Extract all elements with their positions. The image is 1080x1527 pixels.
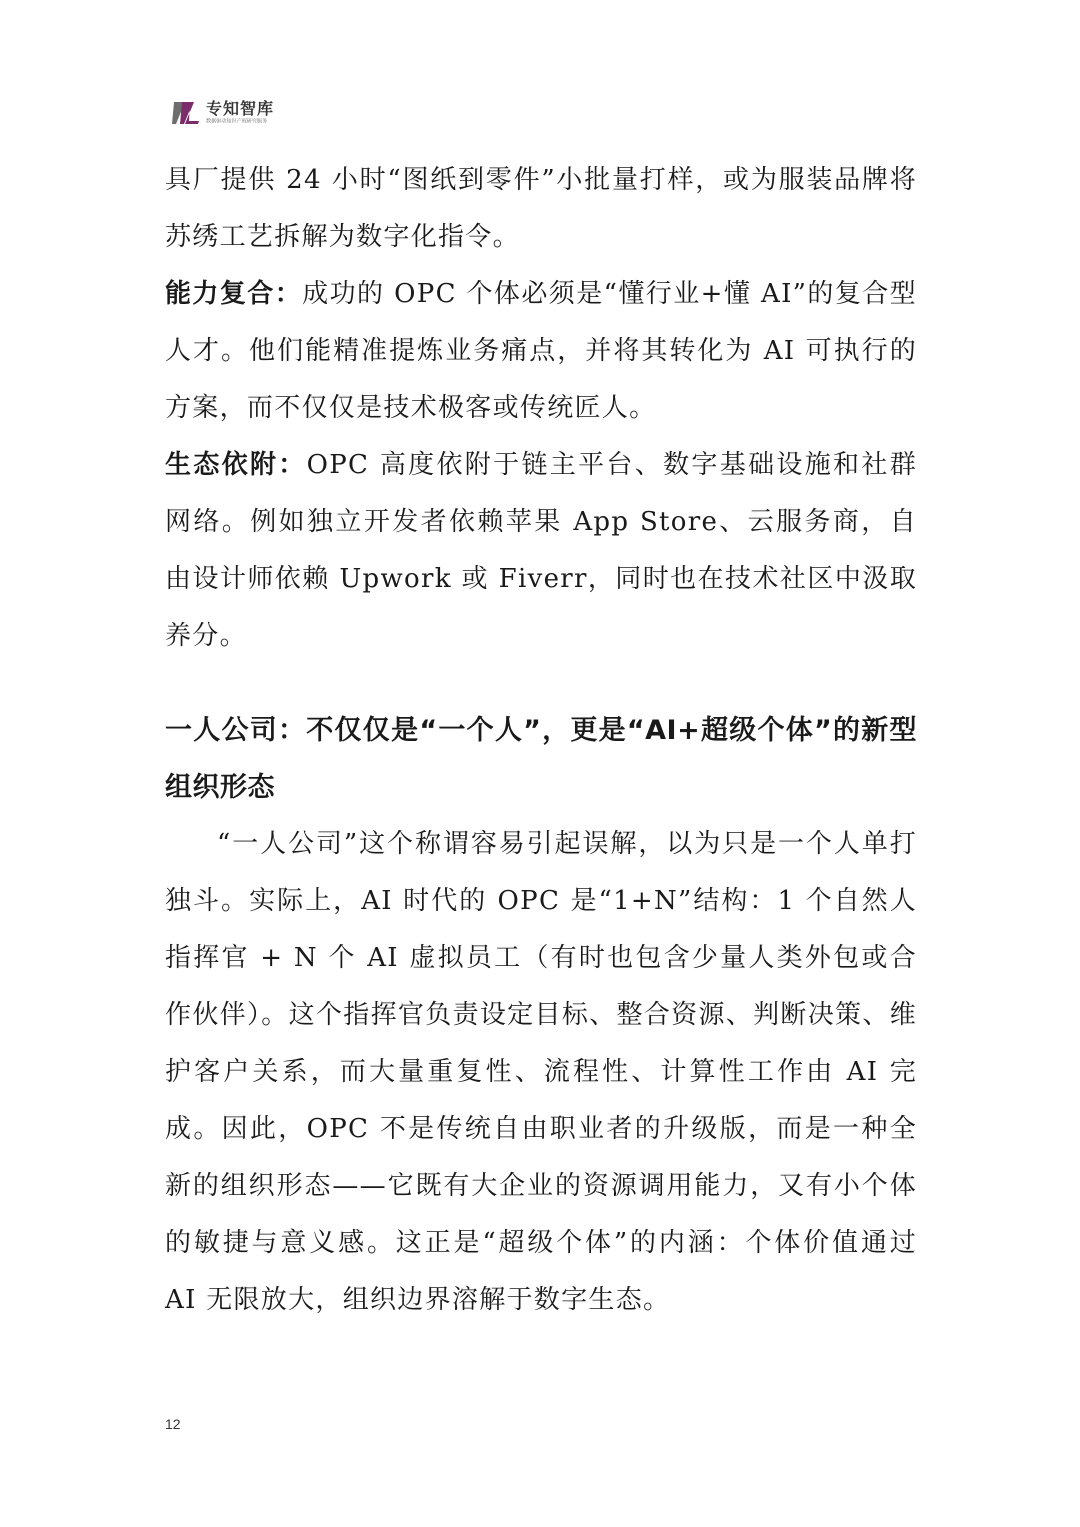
section-heading: 一人公司：不仅仅是“一个人”，更是“AI+超级个体”的新型组织形态 bbox=[165, 715, 917, 803]
paragraph-continuation: 具厂提供 24 小时“图纸到零件”小批量打样，或为服装品牌将苏绣工艺拆解为数字化指令。 bbox=[165, 165, 917, 252]
logo-subtitle: 数据驱动知识产权研究服务 bbox=[206, 118, 268, 124]
paragraph-body-capability: 成功的 OPC 个体必须是“懂行业+懂 AI”的复合型人才。他们能精准提炼业务痛点，并将其转化为 AI 可执行的方案，而不仅仅是技术极客或传统匠人。 bbox=[165, 279, 917, 423]
logo-name: 专知智库 bbox=[206, 99, 275, 118]
brand-logo bbox=[172, 96, 278, 130]
paragraph-capability bbox=[165, 266, 917, 437]
paragraph-body-ecosystem: OPC 高度依附于链主平台、数字基础设施和社群网络。例如独立开发者依赖苹果 App Store、云服务商，自由设计师依赖 Upwork 或 Fiverr，同时也在技术社区中汲取养分。 bbox=[165, 450, 917, 651]
section-paragraph: “一人公司”这个称谓容易引起误解，以为只是一个人单打独斗。实际上，AI 时代的 OPC 是“1+N”结构：1 个自然人指挥官 + N 个 AI 虚拟员工（有时也包含少量人类外包或合作伙伴）。这个指挥官负责设定目标、整合资源、判断决策、维护客户关系，而大量重复性、流程性、计算性工作由 AI 完成。因此，OPC 不是传统自由职业者的升级版，而是一种全新的组织形态——它既有大企业的资源调用能力，又有小个体的敏捷与意义感。这正是“超级个体”的内涵：个体价值通过 AI 无限放大，组织边界溶解于数字生态。 bbox=[165, 829, 917, 1315]
zhuanzhi-logo-icon bbox=[172, 98, 202, 128]
page-number: 12 bbox=[165, 1416, 181, 1432]
paragraph-ecosystem bbox=[165, 437, 917, 665]
paragraph-lead-ecosystem: 生态依附： bbox=[165, 450, 307, 480]
document-body bbox=[165, 152, 917, 1329]
paragraph-lead-capability: 能力复合： bbox=[165, 279, 303, 309]
